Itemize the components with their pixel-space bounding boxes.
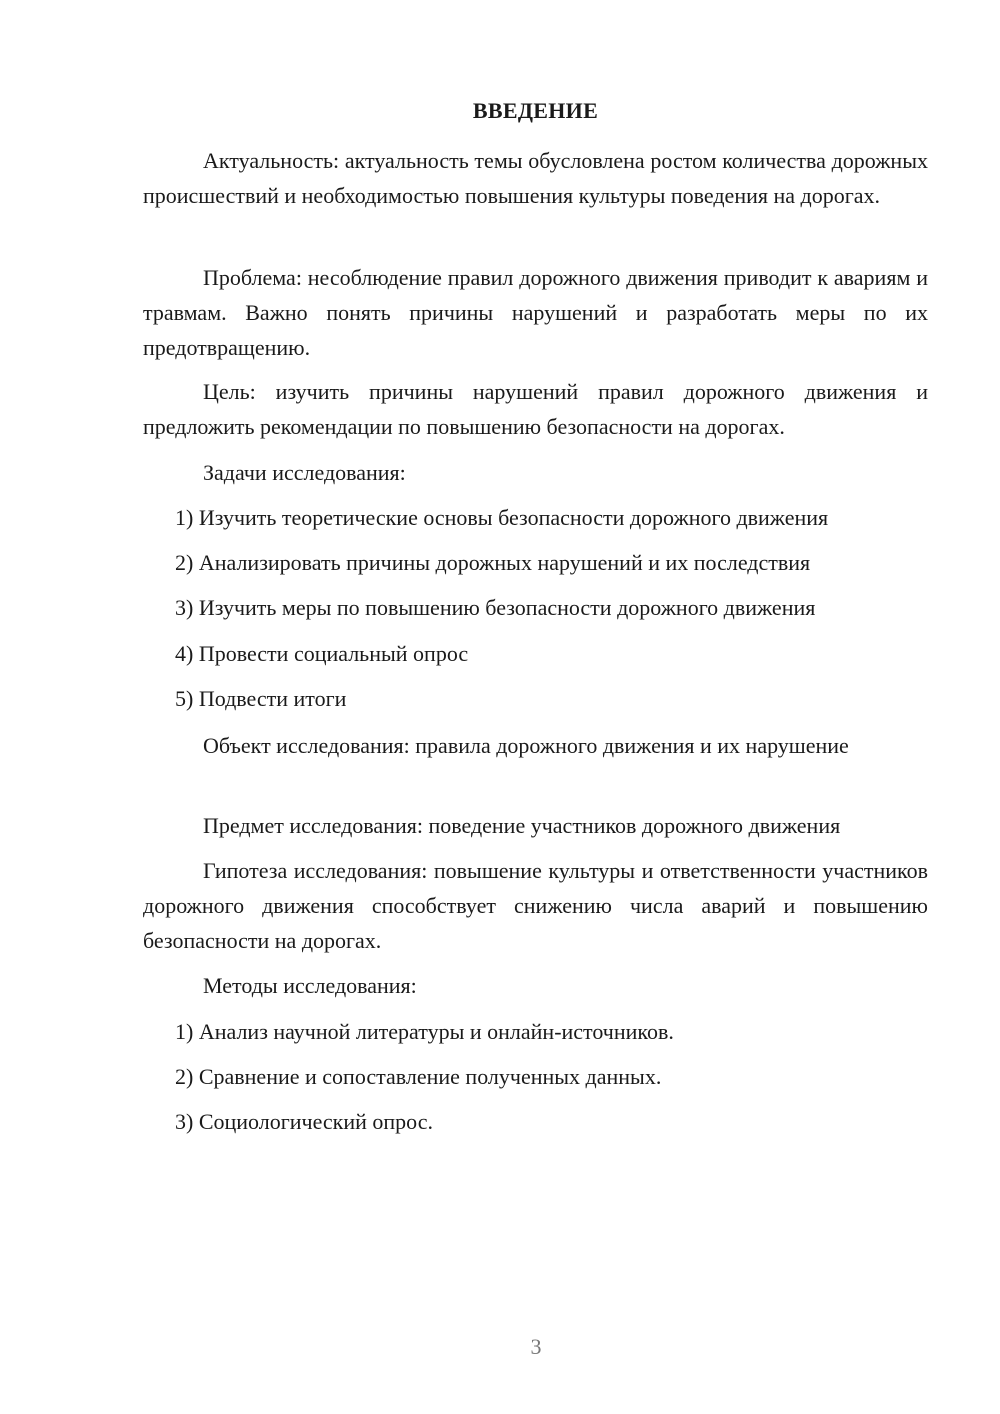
page-number: 3 <box>530 1334 542 1359</box>
relevance-paragraph: Актуальность: актуальность темы обусловлена ростом количества дорожных происшествий и необходимостью повышения культуры поведения на дорогах. <box>143 148 928 208</box>
method-item: 1) Анализ научной литературы и онлайн-источников. <box>175 1019 674 1044</box>
hypothesis-paragraph: Гипотеза исследования: повышение культуры и ответственности участников дорожного движения способствует снижению числа аварий и повышению безопасности на дорогах. <box>143 858 928 953</box>
object-paragraph: Объект исследования: правила дорожного движения и их нарушение <box>203 733 849 758</box>
tasks-title: Задачи исследования: <box>203 460 406 485</box>
problem-paragraph: Проблема: несоблюдение правил дорожного движения приводит к авариям и травмам. Важно понять причины нарушений и разработать меры по их предотвращению. <box>143 265 928 360</box>
goal-paragraph: Цель: изучить причины нарушений правил дорожного движения и предложить рекомендации по повышению безопасности на дорогах. <box>143 379 928 439</box>
page-title: ВВЕДЕНИЕ <box>472 98 599 123</box>
task-item: 2) Анализировать причины дорожных нарушений и их последствия <box>175 550 811 575</box>
methods-title: Методы исследования: <box>203 973 417 998</box>
task-item: 1) Изучить теоретические основы безопасности дорожного движения <box>175 505 829 530</box>
method-item: 3) Социологический опрос. <box>175 1109 433 1134</box>
task-item: 3) Изучить меры по повышению безопасности дорожного движения <box>175 595 816 620</box>
method-item: 2) Сравнение и сопоставление полученных данных. <box>175 1064 662 1089</box>
task-item: 4) Провести социальный опрос <box>175 641 469 666</box>
subject-paragraph: Предмет исследования: поведение участников дорожного движения <box>203 813 841 838</box>
task-item: 5) Подвести итоги <box>175 686 347 711</box>
